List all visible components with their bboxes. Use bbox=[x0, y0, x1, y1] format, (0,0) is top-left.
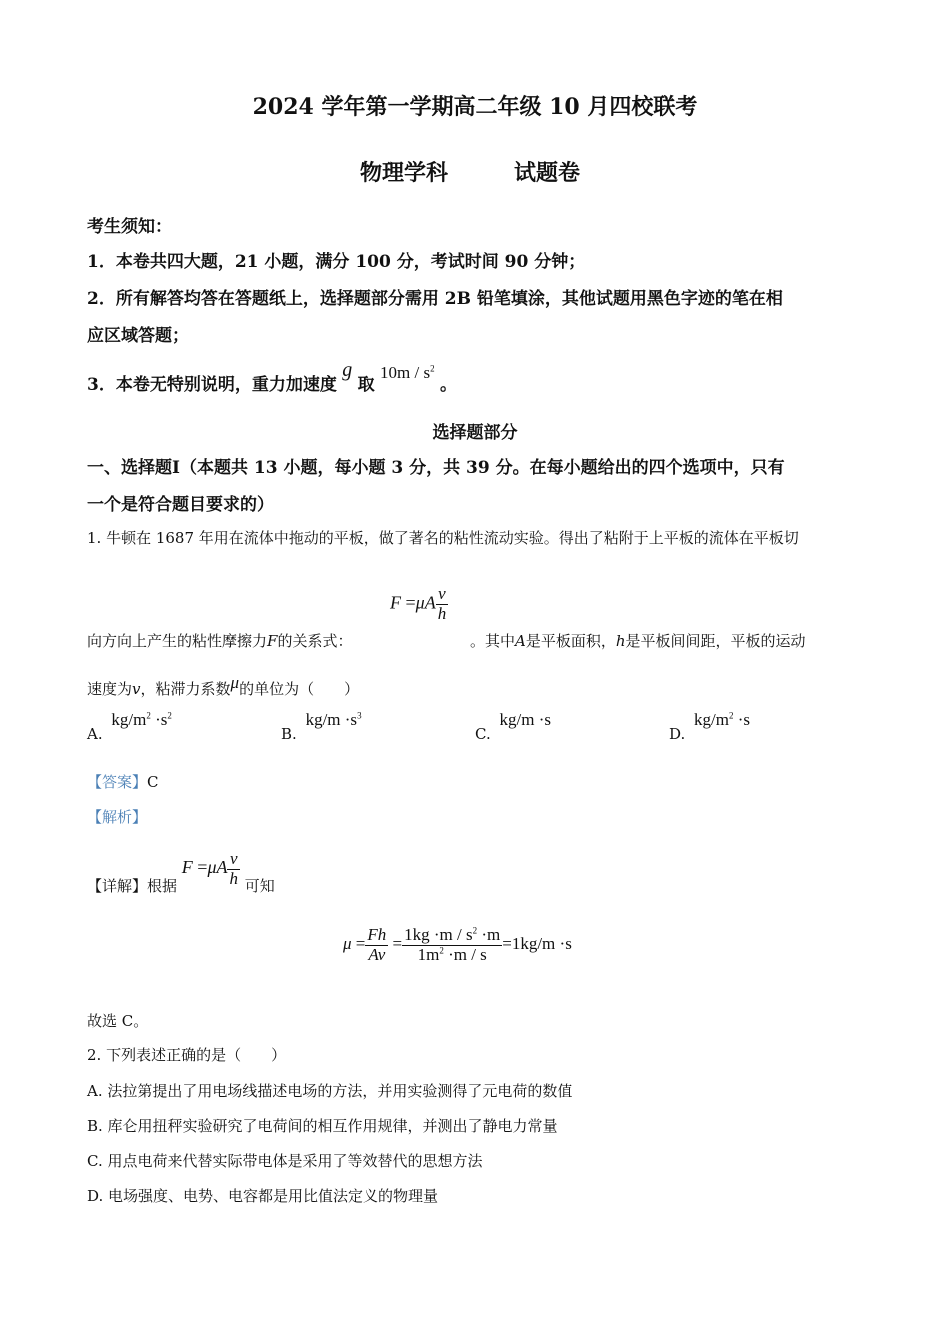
answer-tag: 【答案】 bbox=[87, 773, 148, 791]
notice-item-2-cont: 应区域答题； bbox=[87, 326, 189, 346]
q2-stem: 2. 下列表述正确的是（ ） bbox=[87, 1046, 287, 1064]
q2-option-d: D. 电场强度、电势、电容都是用比值法定义的物理量 bbox=[87, 1187, 439, 1205]
gravity-symbol: g bbox=[342, 359, 353, 381]
notice-item-3-mid: 取 bbox=[357, 375, 375, 395]
q1-derivation: μ = $\frac{Fh}{Av}$ = $\frac{1kg \cdot m / s^2 \cdot m}{1m^2 \cdot m / s}$ =1kg/m ·s bbox=[343, 925, 572, 964]
part1-instructions: 一、选择题Ⅰ（本题共 13 小题，每小题 3 分，共 39 分。在每小题给出的四个选项中，只有 bbox=[87, 458, 785, 478]
analysis-tag: 【解析】 bbox=[87, 808, 148, 826]
part1-instructions-cont: 一个是符合题目要求的） bbox=[87, 495, 274, 515]
q2-option-c: C. 用点电荷来代替实际带电体是采用了等效替代的思想方法 bbox=[87, 1152, 483, 1170]
q1-option-a: A. $kg/m^2 \cdot s^2$ bbox=[87, 710, 172, 743]
q1-option-c: C. kg/m ·s bbox=[475, 710, 551, 743]
notice-item-3 bbox=[87, 356, 457, 396]
q1-detail: 【详解】根据 F =μA $\frac{v}{h}$ 可知 bbox=[87, 849, 275, 896]
q1-option-b: B. $kg/m \cdot s^3$ bbox=[281, 710, 362, 743]
notice-heading: 考生须知： bbox=[87, 217, 172, 237]
q1-answer bbox=[87, 771, 159, 792]
q1-stem-line1: 1. 牛顿在 1687 年用在流体中拖动的平板，做了著名的粘性流动实验。得出了粘附于上平板的流体在平板切 bbox=[87, 529, 799, 547]
q1-stem-line2: 向方向上产生的粘性摩擦力F的关系式： bbox=[87, 632, 353, 650]
notice-item-2: 2．所有解答均答在答题纸上，选择题部分需用 2B 铅笔填涂，其他试题用黑色字迹的笔在相 bbox=[87, 289, 783, 309]
q2-option-b: B. 库仑用扭秤实验研究了电荷间的相互作用规律，并测出了静电力常量 bbox=[87, 1117, 558, 1135]
answer-value: C bbox=[147, 773, 159, 791]
section-title: 选择题部分 bbox=[432, 423, 518, 443]
notice-item-1: 1．本卷共四大题，21 小题，满分 100 分，考试时间 90 分钟； bbox=[87, 252, 586, 272]
q1-conclusion: 故选 C。 bbox=[87, 1012, 149, 1030]
notice-item-3-prefix: 3．本卷无特别说明，重力加速度 bbox=[87, 375, 337, 395]
page-title: 2024 学年第一学期高二年级 10 月四校联考 bbox=[252, 94, 698, 120]
subject-label: 物理学科 bbox=[360, 160, 449, 186]
q1-option-d: D. $kg/m^2 \cdot s$ bbox=[669, 710, 751, 743]
gravity-value: $10m / s^2$ bbox=[380, 363, 435, 382]
q2-option-a: A. 法拉第提出了用电场线描述电场的方法，并用实验测得了元电荷的数值 bbox=[87, 1082, 573, 1100]
q1-stem-line2-rest: 。其中A是平板面积，h是平板间间距，平板的运动 bbox=[470, 632, 806, 650]
q1-formula: F =μA $\frac{v}{h}$ bbox=[390, 584, 447, 623]
q1-stem-line3: 速度为v，粘滞力系数μ的单位为（ ） bbox=[87, 673, 360, 698]
paper-label: 试题卷 bbox=[514, 160, 581, 186]
notice-item-3-end: 。 bbox=[440, 375, 458, 395]
